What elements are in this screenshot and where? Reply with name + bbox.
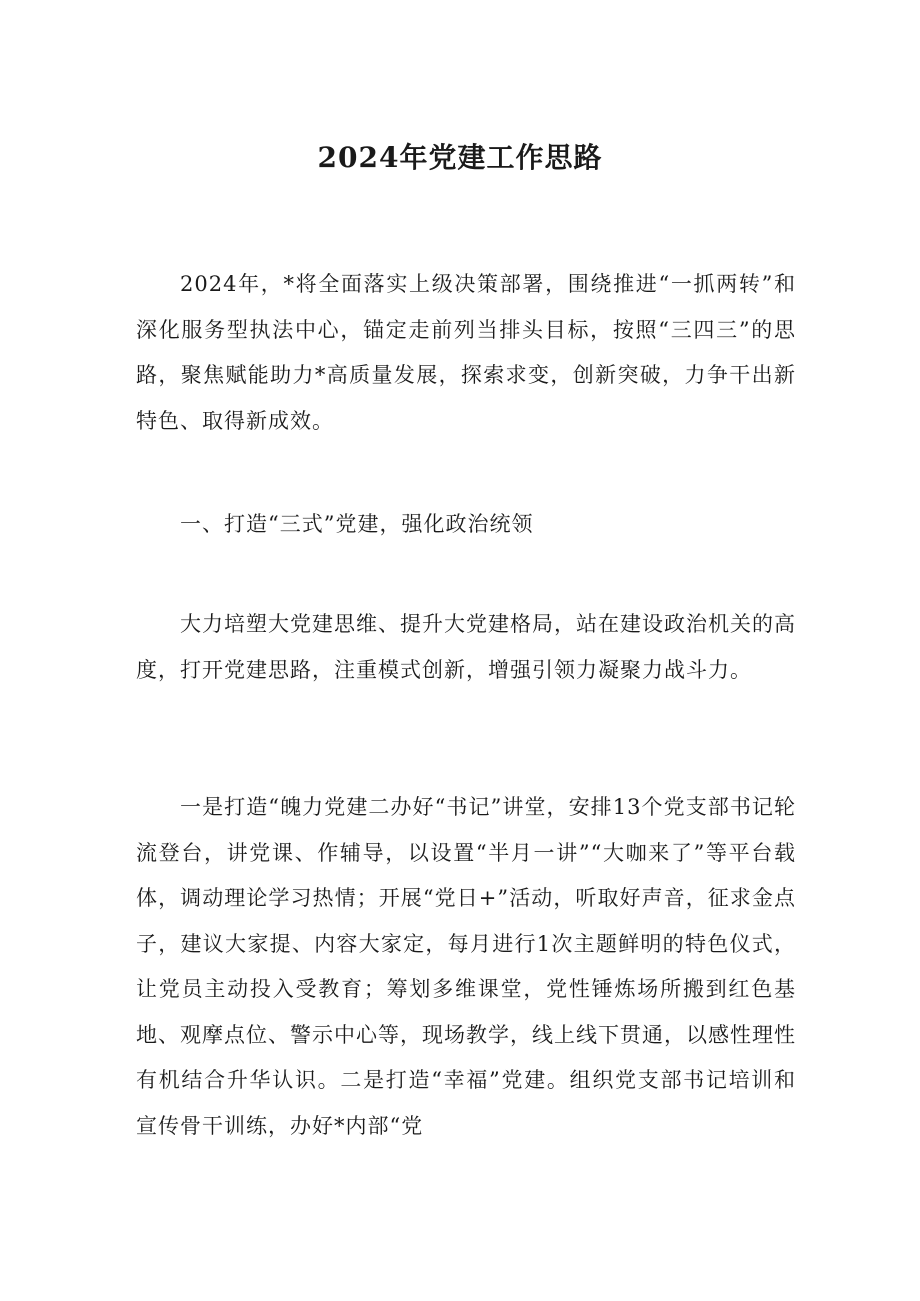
document-title: 2024年党建工作思路 xyxy=(317,141,603,174)
section-heading: 一、打造“三式”党建，强化政治统领 xyxy=(180,512,534,536)
intro-paragraph: 2024年，*将全面落实上级决策部署，围绕推进“一抓两转”和深化服务型执法中心，锚定走前列当排头目标，按照“三四三”的思路，聚焦赋能助力*高质量发展，探索求变，创新突破，力争干出新特色、取得新成效。 xyxy=(136,272,796,433)
body-paragraph: 一是打造“魄力党建二办好“书记”讲堂，安排13个党支部书记轮流登台，讲党课、作辅导，以设置“半月一讲”“大咖来了”等平台载体，调动理论学习热情；开展“党日+”活动，听取好声音，征求金点子，建议大家提、内容大家定，每月进行1次主题鲜明的特色仪式，让党员主动投入受教育；筹划多维课堂，党性锤炼场所搬到红色基地、观摩点位、警示中心等，现场教学，线上线下贯通，以感性理性有机结合升华认识。二是打造“幸福”党建。组织党支部书记培训和宣传骨干训练，办好*内部“党 xyxy=(136,795,796,1138)
section-intro-paragraph: 大力培塑大党建思维、提升大党建格局，站在建设政治机关的高度，打开党建思路，注重模式创新，增强引领力凝聚力战斗力。 xyxy=(136,612,796,682)
